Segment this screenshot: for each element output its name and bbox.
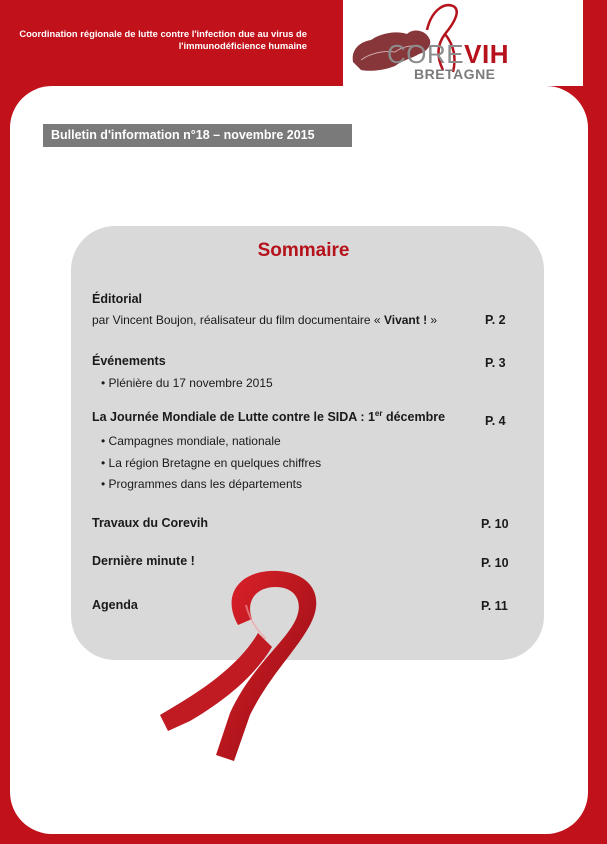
summary-item-editorial-subtitle bbox=[92, 313, 437, 327]
ribbon-icon bbox=[150, 565, 330, 775]
page-number: P. 4 bbox=[485, 414, 506, 428]
list-item: • Plénière du 17 novembre 2015 bbox=[101, 376, 273, 390]
editorial-subtitle-text: par Vincent Boujon, réalisateur du film documentaire « bbox=[92, 313, 384, 327]
bulletin-label: Bulletin d'information n°18 – novembre 2015 bbox=[43, 124, 352, 147]
brand-core-text: CORE bbox=[387, 39, 465, 69]
aids-day-title-sup: er bbox=[374, 408, 383, 418]
summary-title: Sommaire bbox=[257, 240, 350, 261]
page-number: P. 2 bbox=[485, 313, 506, 327]
editorial-subtitle-bold: Vivant ! bbox=[383, 313, 428, 327]
summary-item-editorial-title: Éditorial bbox=[92, 292, 143, 306]
brand-region: BRETAGNE bbox=[414, 66, 496, 82]
summary-item-corevih-work-title: Travaux du Corevih bbox=[92, 516, 209, 530]
page-number: P. 10 bbox=[481, 556, 509, 570]
brand-vih-text: VIH bbox=[464, 39, 509, 69]
page-number: P. 10 bbox=[481, 517, 509, 531]
org-description: Coordination régionale de lutte contre l'infection due au virus de l'immunodéficience humaine bbox=[19, 28, 307, 52]
summary-item-events-title: Événements bbox=[92, 354, 166, 368]
bullet-text: La région Bretagne en quelques chiffres bbox=[108, 456, 322, 470]
bullet-text: Campagnes mondiale, nationale bbox=[108, 434, 281, 448]
aids-day-title-end: décembre bbox=[382, 410, 446, 424]
summary-item-world-aids-day-title bbox=[92, 410, 445, 424]
summary-item-agenda-title: Agenda bbox=[92, 598, 138, 612]
aids-day-title-text: La Journée Mondiale de Lutte contre le SIDA : 1 bbox=[92, 410, 375, 424]
page-number: P. 11 bbox=[481, 599, 508, 613]
bullet-text: Plénière du 17 novembre 2015 bbox=[108, 376, 273, 390]
list-item: • La région Bretagne en quelques chiffres bbox=[101, 456, 322, 470]
brand-name bbox=[387, 41, 509, 67]
summary-item-last-minute-title: Dernière minute ! bbox=[92, 554, 195, 568]
editorial-subtitle-end: » bbox=[427, 313, 438, 327]
list-item: • Campagnes mondiale, nationale bbox=[101, 434, 281, 448]
bullet-text: Programmes dans les départements bbox=[108, 477, 302, 491]
page-number: P. 3 bbox=[485, 356, 506, 370]
list-item: • Programmes dans les départements bbox=[101, 477, 302, 491]
